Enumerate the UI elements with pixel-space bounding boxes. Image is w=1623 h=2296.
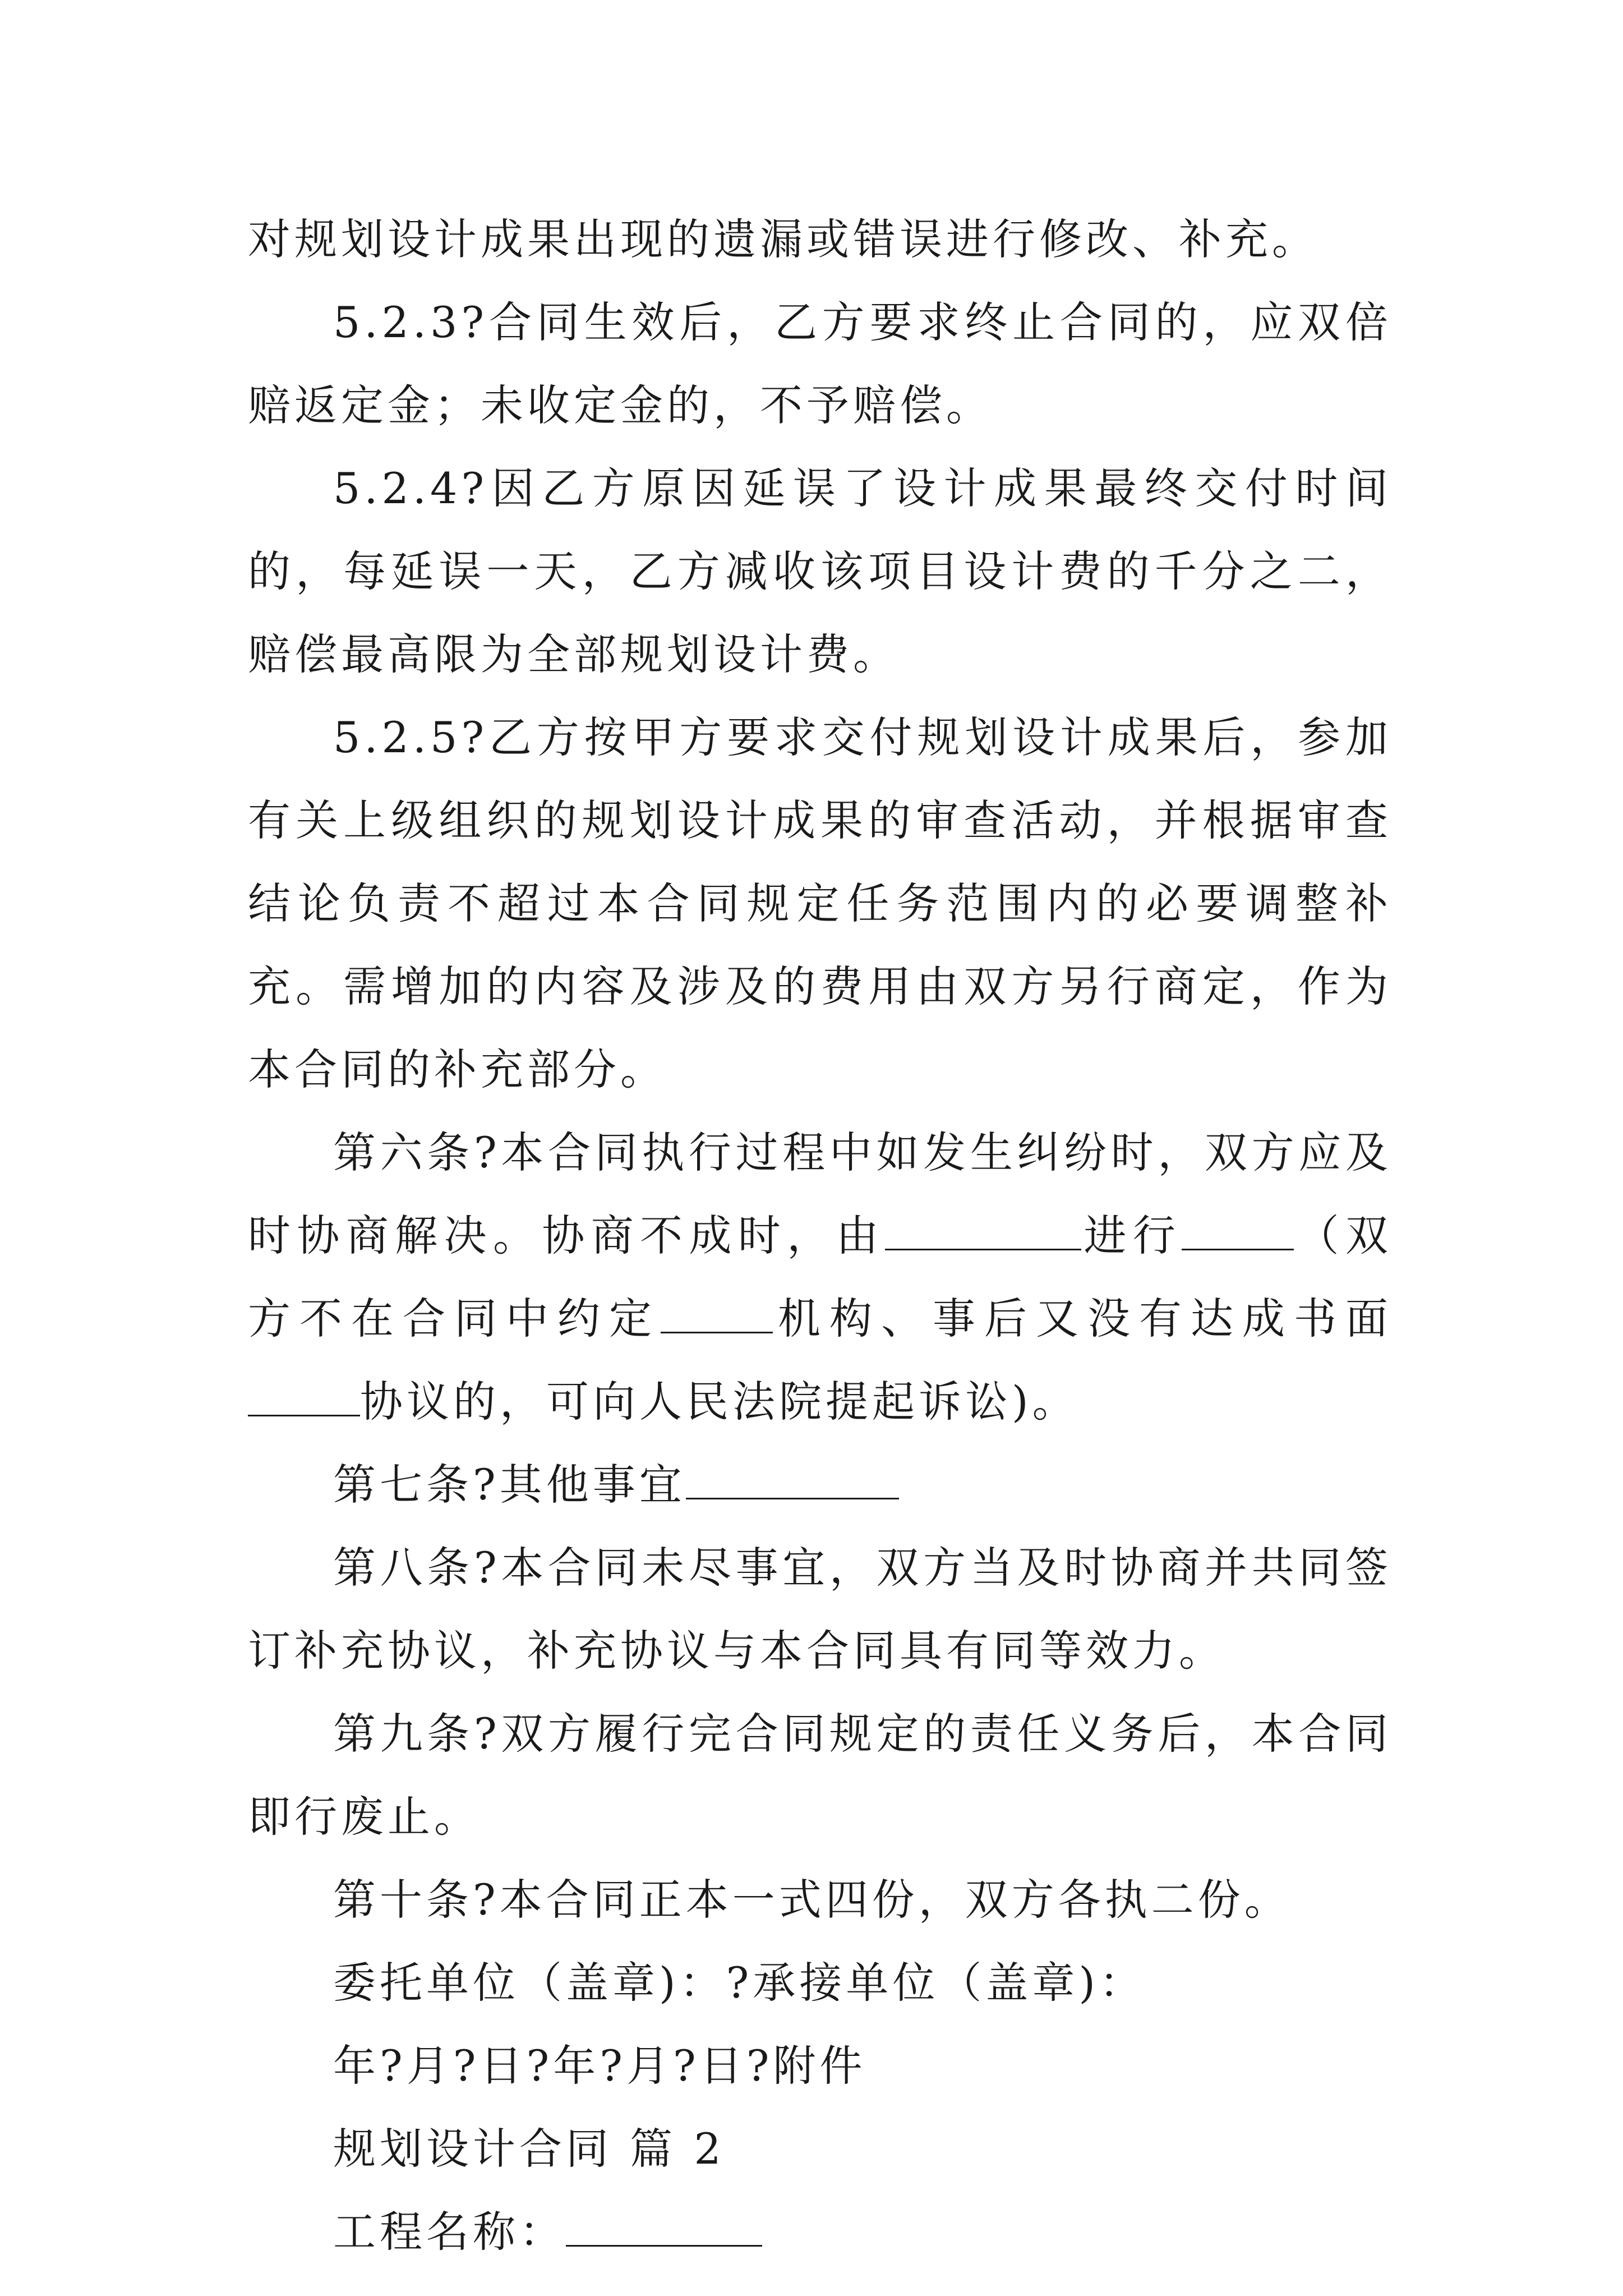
article-6-text-3: （双方不在合同中约定: [248, 1211, 1393, 1343]
article-6-text-4: 机构、事后又没有达成书面: [773, 1294, 1392, 1343]
article-7-text: 第七条?其他事宜: [333, 1460, 686, 1510]
article-9: 第九条?双方履行完合同规定的责任义务后，本合同即行废止。: [248, 1709, 1392, 1842]
article-6-text-1: 第六条?本合同执行过程中如发生纠纷时，双方应及时协商解决。协商不成时，由: [248, 1128, 1392, 1260]
signature-line: 委托单位（盖章)：?承接单位（盖章)：: [333, 1958, 1146, 2008]
document-body: [248, 198, 1392, 2274]
project-name-line: [248, 2191, 1392, 2274]
clause-5-2-4: 5.2.4?因乙方原因延误了设计成果最终交付时间的，每延误一天，乙方减收该项目设计费的千分之二，赔偿最高限为全部规划设计费。: [248, 463, 1392, 679]
blank-project-name[interactable]: [566, 2206, 762, 2247]
article-8: 第八条?本合同未尽事宜，双方当及时协商并共同签订补充协议，补充协议与本合同具有同等效力。: [248, 1543, 1392, 1676]
article-10: 第十条?本合同正本一式四份，双方各执二份。: [333, 1875, 1291, 1925]
article-6-text-5: 协议的，可向人民法院提起诉讼)。: [360, 1377, 1079, 1427]
blank-other-matters[interactable]: [686, 1458, 899, 1499]
blank-arbitration-body[interactable]: [885, 1209, 1081, 1250]
project-name-label: 工程名称：: [333, 2207, 566, 2257]
section-title: 规划设计合同 篇 2: [333, 2124, 725, 2174]
article-7: [248, 1443, 1392, 1526]
blank-arbitration[interactable]: [1182, 1209, 1294, 1250]
article-6: [248, 1111, 1392, 1443]
clause-5-2-3: 5.2.3?合同生效后，乙方要求终止合同的，应双倍赔返定金；未收定金的，不予赔偿。: [248, 297, 1392, 430]
clause-5-2-5: 5.2.5?乙方按甲方要求交付规划设计成果后，参加有关上级组织的规划设计成果的审查活动，并根据审查结论负责不超过本合同规定任务范围内的必要调整补充。需增加的内容及涉及的费用由双方另行商定，作为本合同的补充部分。: [248, 712, 1392, 1094]
paragraph-revision: 对规划设计成果出现的遗漏或错误进行修改、补充。: [248, 214, 1318, 264]
date-line: 年?月?日?年?月?日?附件: [333, 2041, 866, 2091]
blank-agreed-institution[interactable]: [661, 1292, 773, 1333]
article-6-text-2: 进行: [1081, 1211, 1182, 1260]
blank-written-arbitration[interactable]: [248, 1375, 360, 1416]
